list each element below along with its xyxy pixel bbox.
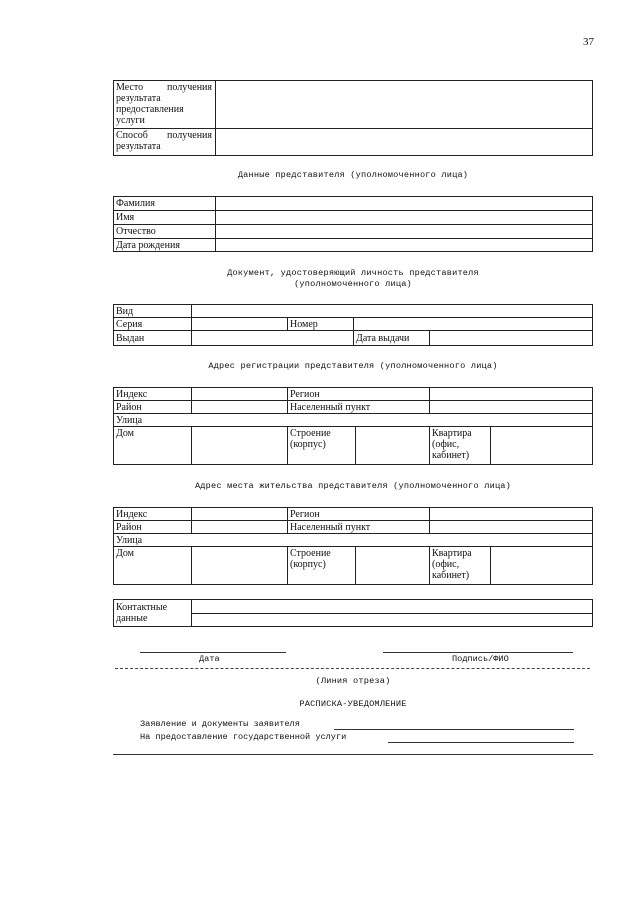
res-house-field[interactable] (192, 547, 286, 584)
reg-district-label: Район (116, 402, 142, 413)
cut-line (115, 668, 590, 669)
res-building-label: Строение (корпус) (290, 548, 331, 570)
res-region-field[interactable] (430, 508, 592, 519)
name-field[interactable] (216, 211, 592, 223)
receipt-line-1-field[interactable] (334, 729, 574, 730)
reg-index-field[interactable] (192, 388, 286, 399)
reg-region-label: Регион (290, 389, 320, 400)
receipt-line-2: На предоставление государственной услуги (140, 732, 347, 742)
receipt-line-2-field[interactable] (388, 742, 574, 743)
reg-building-field[interactable] (356, 427, 428, 464)
contacts-field-1[interactable] (192, 600, 592, 612)
res-region-label: Регион (290, 509, 320, 520)
reg-street-field[interactable] (192, 414, 592, 425)
date-line[interactable] (140, 652, 286, 653)
doc-number-label: Номер (290, 319, 318, 330)
reg-street-label: Улица (116, 415, 143, 426)
doc-issued-by-label: Выдан (116, 333, 145, 344)
res-locality-label: Населенный пункт (290, 522, 371, 533)
doc-issued-by-field[interactable] (192, 331, 352, 345)
res-apartment-field[interactable] (491, 547, 592, 584)
reg-locality-label: Населенный пункт (290, 402, 371, 413)
reg-building-label: Строение (корпус) (290, 428, 331, 450)
reg-region-field[interactable] (430, 388, 592, 399)
page-number: 37 (583, 36, 594, 48)
receipt-title: РАСПИСКА-УВЕДОМЛЕНИЕ (299, 699, 407, 709)
name-label: Имя (116, 212, 135, 223)
cut-line-label: (Линия отреза) (315, 676, 391, 686)
res-house-label: Дом (116, 548, 134, 559)
receipt-method-field[interactable] (216, 129, 592, 155)
reg-address-caption: Адрес регистрации представителя (уполномоченного лица) (208, 361, 498, 371)
contacts-field-2[interactable] (192, 614, 592, 626)
receipt-place-field[interactable] (216, 81, 592, 127)
res-street-label: Улица (116, 535, 143, 546)
signature-label: Подпись/ФИО (452, 654, 509, 664)
contacts-label: Контактные данные (116, 602, 168, 624)
doc-number-field[interactable] (354, 318, 592, 329)
res-street-field[interactable] (192, 534, 592, 545)
doc-issue-date-field[interactable] (430, 331, 592, 345)
birth-date-field[interactable] (216, 239, 592, 251)
receipt-bottom-line (113, 754, 593, 755)
patronymic-field[interactable] (216, 225, 592, 237)
doc-kind-label: Вид (116, 306, 134, 317)
date-label: Дата (199, 654, 220, 664)
doc-series-label: Серия (116, 319, 143, 330)
res-apartment-label: Квартира (офис, кабинет) (432, 548, 472, 581)
rep-document-caption-1: Документ, удостоверяющий личность представителя (227, 268, 479, 278)
reg-locality-field[interactable] (430, 401, 592, 412)
rep-document-caption-2: (уполномоченного лица) (294, 279, 412, 289)
receipt-line-1: Заявление и документы заявителя (140, 719, 300, 729)
surname-field[interactable] (216, 197, 592, 209)
doc-issue-date-label: Дата выдачи (356, 333, 410, 344)
receipt-method-label: Способ получения результата (116, 130, 212, 152)
res-district-label: Район (116, 522, 142, 533)
reg-district-field[interactable] (192, 401, 286, 412)
res-index-field[interactable] (192, 508, 286, 519)
doc-kind-field[interactable] (192, 305, 592, 316)
res-building-field[interactable] (356, 547, 428, 584)
res-district-field[interactable] (192, 521, 286, 532)
res-index-label: Индекс (116, 509, 148, 520)
receipt-place-label: Место получения результата предоставления услуги (116, 82, 212, 126)
surname-label: Фамилия (116, 198, 155, 209)
res-address-caption: Адрес места жительства представителя (уполномоченного лица) (194, 481, 512, 491)
res-locality-field[interactable] (430, 521, 592, 532)
reg-house-field[interactable] (192, 427, 286, 464)
patronymic-label: Отчество (116, 226, 156, 237)
reg-apartment-label: Квартира (офис, кабинет) (432, 428, 472, 461)
birth-date-label: Дата рождения (116, 240, 180, 251)
reg-apartment-field[interactable] (491, 427, 592, 464)
signature-line[interactable] (383, 652, 573, 653)
doc-series-field[interactable] (192, 318, 286, 329)
reg-house-label: Дом (116, 428, 134, 439)
rep-data-caption: Данные представителя (уполномоченного лица) (237, 170, 469, 180)
reg-index-label: Индекс (116, 389, 148, 400)
